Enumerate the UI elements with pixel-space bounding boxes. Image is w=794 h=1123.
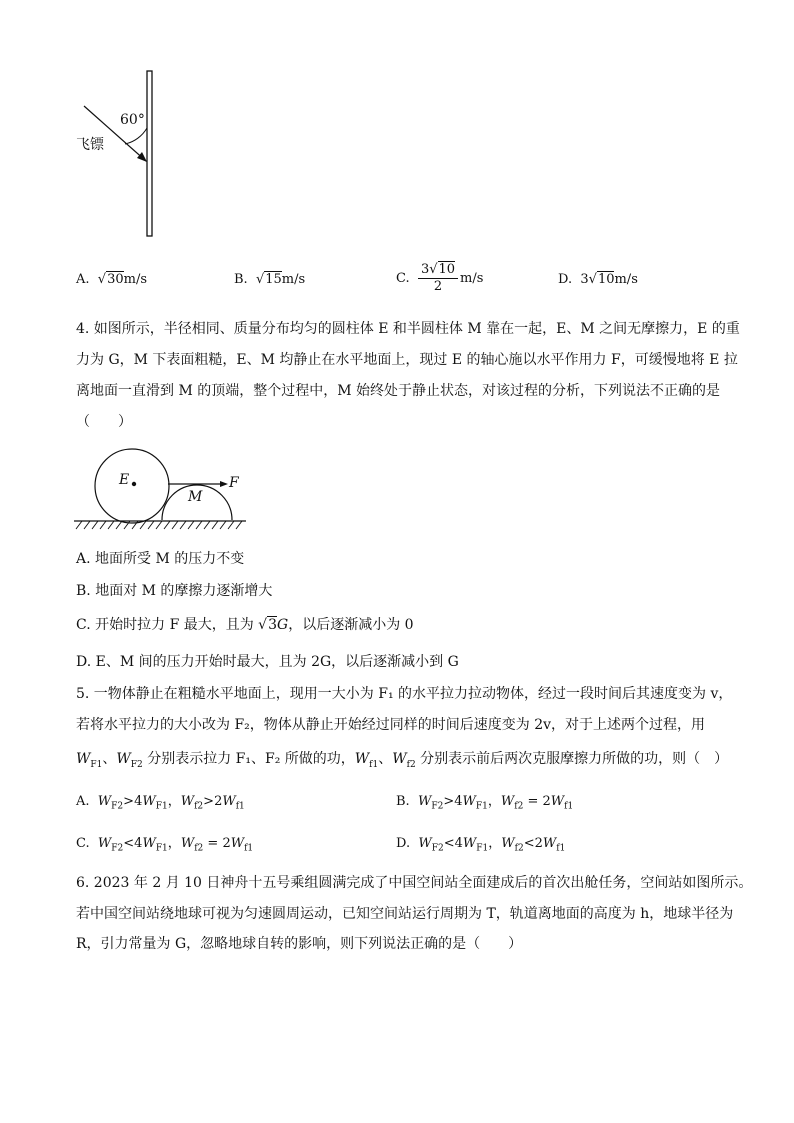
q5-option-b: B. $W_{F2}>4W_{F1}$，$W_{f2} = 2W_{f1}$: [396, 794, 574, 812]
q4-option-c: C. 开始时拉力 F 最大，且为 √3G，以后逐渐减小为 0: [76, 617, 414, 633]
q3-option-c-unit: m/s: [460, 271, 484, 286]
q5-option-c: C. $W_{F2}<4W_{F1}$，$W_{f2} = 2W_{f1}$: [76, 836, 254, 854]
q5-stem-line3: $W_{F1}$、$W_{F2}$ 分别表示拉力 F₁、F₂ 所做的功，$W_{f1}$、$W_{f2}$ 分别表示前后两次克服摩擦力所做的功，则（ ）: [76, 751, 729, 770]
dart-figure: [70, 68, 170, 240]
q5-stem-line2: 若将水平拉力的大小改为 F₂，物体从静止开始经过同样的时间后速度变为 2v，对于上述两个过程，用: [76, 717, 706, 733]
angle-label: 60°: [120, 112, 145, 128]
dart-arrowhead: [137, 152, 147, 162]
q5-option-a: A. $W_{F2}>4W_{F1}$，$W_{f2}>2W_{f1}$: [76, 794, 245, 812]
label-f: F: [229, 475, 239, 491]
q4-option-b: B. 地面对 M 的摩擦力逐渐增大: [76, 583, 273, 599]
label-e: E: [119, 472, 130, 488]
q4-answer-paren: （ ）: [76, 414, 132, 430]
q3-option-a: A. √30m/s: [76, 272, 148, 287]
cylinder-e: [95, 449, 169, 523]
q3-option-c-fraction: 3√10 2: [418, 261, 458, 294]
q4-stem-line2: 力为 G，M 下表面粗糙，E、M 均静止在水平地面上，现过 E 的轴心施以水平作用力 F，可缓慢地将 E 拉: [76, 352, 738, 368]
q6-stem-line3: R，引力常量为 G，忽略地球自转的影响，则下列说法正确的是（ ）: [76, 936, 523, 952]
cylinder-e-axis: [132, 482, 136, 486]
q4-option-a: A. 地面所受 M 的压力不变: [76, 551, 245, 567]
cylinder-figure: [70, 446, 250, 536]
force-arrowhead: [220, 481, 228, 487]
q4-stem-line1: 4. 如图所示，半径相同、质量分布均匀的圆柱体 E 和半圆柱体 M 靠在一起，E、M 之间无摩擦力，E 的重: [76, 321, 740, 337]
angle-arc: [125, 128, 147, 144]
ground-hatching: [76, 521, 242, 529]
q4-stem-line3: 离地面一直滑到 M 的顶端，整个过程中，M 始终处于静止状态，对该过程的分析，下列说法不正确的是: [76, 383, 721, 399]
dart-label: 飞镖: [76, 137, 104, 153]
q6-stem-line2: 若中国空间站绕地球可视为匀速圆周运动，已知空间站运行周期为 T，轨道离地面的高度为 h，地球半径为: [76, 906, 734, 922]
q3-option-d: D. 3√10m/s: [558, 272, 638, 287]
q5-option-d: D. $W_{F2}<4W_{F1}$，$W_{f2}<2W_{f1}$: [396, 836, 566, 854]
q5-stem-line1: 5. 一物体静止在粗糙水平地面上，现用一大小为 F₁ 的水平拉力拉动物体，经过一段时间后其速度变为 v，: [76, 686, 733, 702]
q3-option-c: C.: [396, 271, 410, 286]
wall: [147, 71, 152, 236]
q4-option-d: D. E、M 间的压力开始时最大，且为 2G，以后逐渐减小到 G: [76, 654, 459, 670]
q6-stem-line1: 6. 2023 年 2 月 10 日神舟十五号乘组圆满完成了中国空间站全面建成后的首次出舱任务，空间站如图所示。: [76, 875, 753, 891]
q3-option-b: B. √15m/s: [234, 272, 306, 287]
label-m: M: [188, 489, 203, 505]
